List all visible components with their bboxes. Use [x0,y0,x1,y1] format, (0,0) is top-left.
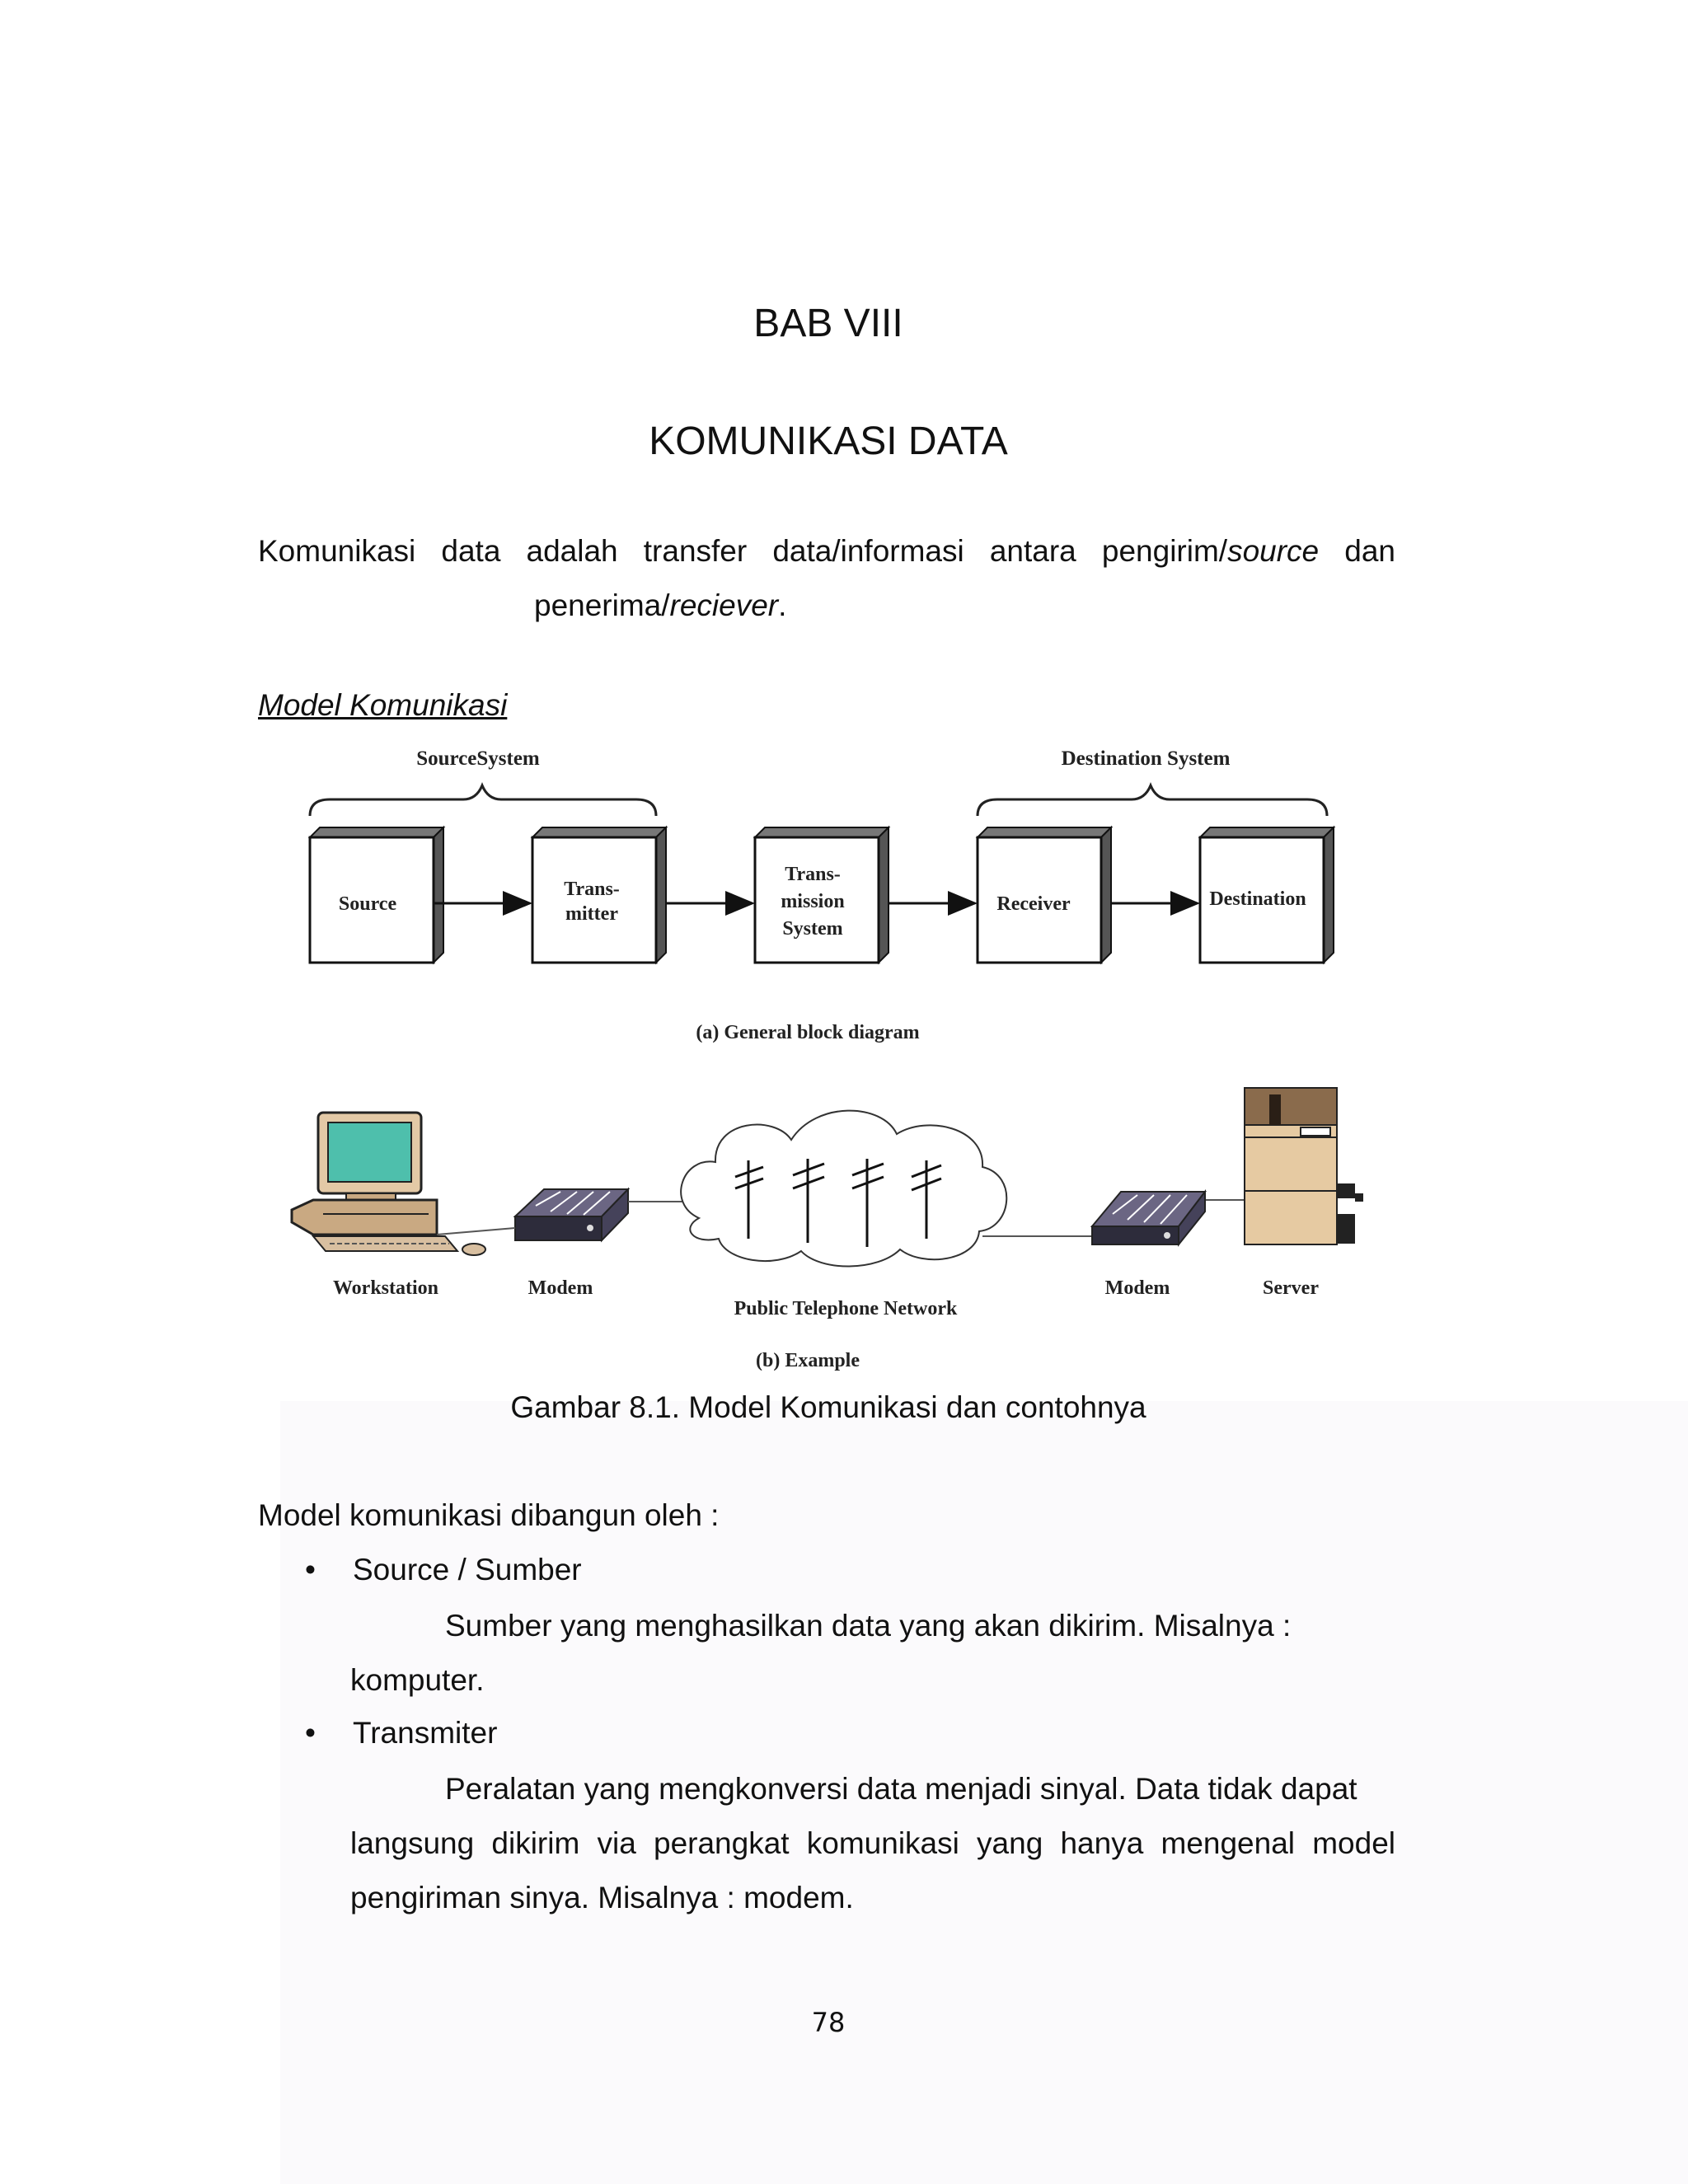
description-first-line: Sumber yang menghasilkan data yang akan dikirim. Misalnya : [445,1609,1292,1643]
bullet-icon: • [305,1553,316,1586]
modem-right-illustration [1092,1192,1205,1244]
block-label: System [782,918,843,940]
description-first-line: Peralatan yang mengkonversi data menjadi sinyal. Data tidak dapat [445,1772,1357,1806]
intro-text: penerima/ [534,588,670,622]
block-label: Destination [1209,888,1306,910]
block-label: Source [338,893,397,915]
bullet-title: Transmiter [353,1716,498,1750]
description-rest: komputer. [350,1663,485,1697]
device-label-network: Public Telephone Network [734,1298,958,1319]
bullet-description [350,1599,1395,1708]
block-label: mission [781,891,845,912]
figure-caption: Gambar 8.1. Model Komunikasi dan contohnya [510,1390,1146,1424]
intro-word: antara [989,534,1076,568]
network-cloud [681,1111,1006,1267]
device-label-modem-left: Modem [528,1277,593,1299]
block-label: Trans- [785,864,841,885]
intro-word: data [441,534,501,568]
intro-line-2 [258,579,1395,633]
intro-italic-term: source [1227,534,1320,568]
intro-word: transfer [643,534,748,568]
bullet-title: Source / Sumber [353,1553,582,1586]
source-system-brace [310,785,656,816]
bullet-description [350,1762,1395,1925]
modem-left-illustration [515,1189,628,1240]
bullet-icon: • [305,1716,316,1750]
bullet-item [305,1553,582,1587]
block-label: Receiver [996,893,1071,915]
section-heading: Model Komunikasi [258,688,508,722]
caption-b: (b) Example [756,1350,860,1371]
block-transmitter [532,827,666,963]
device-label-server: Server [1263,1277,1319,1299]
intro-paragraph [258,524,1395,633]
intro-word: dan [1344,534,1395,568]
description-rest: langsung dikirim via perangkat komunikasi yang hanya mengenal model pengiriman sinya. Misalnya : modem. [350,1826,1395,1915]
workstation-illustration [292,1113,485,1255]
destination-system-brace [978,785,1327,816]
intro-word: Komunikasi [258,534,416,568]
block-label: Trans- [564,879,620,900]
server-illustration [1245,1088,1363,1244]
intro-text: pengirim/ [1101,534,1228,568]
intro-line-1 [258,524,1395,579]
bullet-item [305,1716,497,1750]
intro-word-mixed [1102,524,1319,579]
block-receiver [978,827,1111,963]
block-destination [1200,827,1334,963]
block-label: mitter [565,903,618,925]
communication-model-figure [280,740,1364,1375]
model-intro: Model komunikasi dibangun oleh : [258,1498,720,1532]
intro-word: adalah [526,534,618,568]
block-transmission-system [755,827,889,963]
block-source [310,827,443,963]
cable-line [437,1228,515,1235]
device-label-modem-right: Modem [1104,1277,1170,1299]
chapter-number: BAB VIII [753,302,903,345]
intro-text: . [778,588,787,622]
chapter-title: KOMUNIKASI DATA [649,419,1008,463]
device-label-workstation: Workstation [332,1277,439,1299]
source-system-label: SourceSystem [416,748,540,770]
page-number: 78 [811,2007,846,2038]
intro-word: data/informasi [772,534,964,568]
intro-italic-term: reciever [669,588,779,622]
destination-system-label: Destination System [1061,748,1231,770]
caption-a: (a) General block diagram [696,1022,920,1043]
